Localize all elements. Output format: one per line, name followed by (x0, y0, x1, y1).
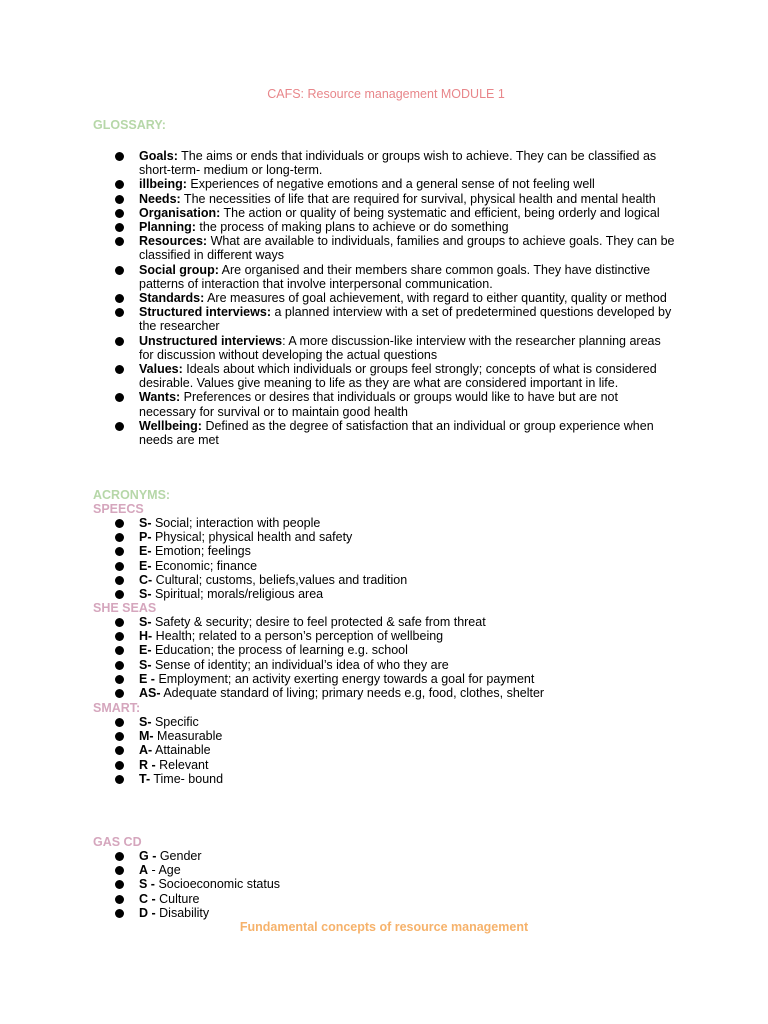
bullet-icon (115, 223, 124, 232)
sheseas-heading: SHE SEAS (93, 601, 157, 615)
bullet-icon (115, 746, 124, 755)
list-item (93, 772, 677, 786)
bullet-icon (115, 519, 124, 528)
list-item (93, 906, 677, 920)
list-item-term: illbeing: (139, 177, 187, 192)
list-item (93, 419, 677, 447)
smart-heading: SMART: (93, 701, 141, 715)
list-item-text: Economic; finance (151, 558, 258, 573)
list-item-text: Cultural; customs, beliefs,values and tradition (152, 572, 408, 587)
list-item-text: Defined as the degree of satisfaction that an individual or group experience when needs are met (139, 418, 654, 448)
list-item (93, 206, 677, 220)
list-item-text: the process of making plans to achieve or do something (195, 220, 509, 235)
list-item (93, 743, 677, 757)
list-item-text: Social; interaction with people (151, 516, 321, 530)
bullet-icon (115, 393, 124, 402)
list-item-term: R - (139, 757, 156, 772)
list-item (93, 892, 677, 906)
bullet-icon (115, 618, 124, 627)
list-item-text: Time- bound (150, 771, 224, 786)
list-item-text: Are measures of goal achievement, with regard to either quantity, quality or method (204, 291, 667, 306)
list-item-text: - Age (148, 863, 181, 878)
list-item-text: What are available to individuals, families and groups to achieve goals. They can be classified in different ways (139, 234, 675, 263)
list-item (93, 263, 677, 291)
list-item (93, 629, 677, 643)
list-item-term: Wellbeing: (139, 418, 202, 433)
bullet-icon (115, 661, 124, 670)
list-item-term: Wants: (139, 390, 181, 405)
list-item (93, 177, 677, 191)
list-item-term: Values: (139, 362, 183, 377)
list-item (93, 192, 677, 206)
list-item-text: Ideals about which individuals or groups feel strongly; concepts of what is considered desirable. Values give meaning to life as they are what are considered important in life. (139, 362, 657, 391)
list-item-term: S- (139, 587, 152, 602)
bullet-icon (115, 732, 124, 741)
list-item-text: Are organised and their members share common goals. They have distinctive patterns of interaction that involve interpersonal communication. (139, 262, 651, 291)
list-item-text: Adequate standard of living; primary needs e.g, food, clothes, shelter (160, 686, 545, 701)
bullet-icon (115, 852, 124, 861)
list-item-term: H- (139, 629, 153, 644)
list-item (93, 334, 677, 362)
list-item-term: Planning: (139, 220, 196, 235)
bullet-icon (115, 308, 124, 317)
sheseas-list (93, 615, 677, 700)
list-item-term: A (139, 863, 149, 878)
bullet-icon (115, 337, 124, 346)
list-item-term: M- (139, 729, 154, 744)
smart-list (93, 715, 677, 786)
list-item-term: S- (139, 657, 152, 672)
bullet-icon (115, 547, 124, 556)
speecs-list (93, 516, 677, 601)
glossary-list (93, 149, 677, 447)
list-item-term: Organisation: (139, 205, 221, 220)
list-item (93, 149, 677, 177)
bullet-icon (115, 209, 124, 218)
bullet-icon (115, 775, 124, 784)
list-item-text: The necessities of life that are required for survival, physical health and mental health (180, 191, 656, 206)
list-item (93, 643, 677, 657)
list-item (93, 291, 677, 305)
bullet-icon (115, 718, 124, 727)
section-heading-fundamental-concepts: Fundamental concepts of resource management (239, 920, 529, 934)
list-item-text: Safety & security; desire to feel protected & safe from threat (151, 615, 486, 629)
bullet-icon (115, 533, 124, 542)
list-item-text: Emotion; feelings (151, 544, 251, 559)
list-item-text: Sense of identity; an individual’s idea of who they are (151, 657, 449, 672)
bullet-icon (115, 880, 124, 889)
bullet-icon (115, 422, 124, 431)
list-item (93, 573, 677, 587)
list-item-term: S- (139, 615, 152, 629)
list-item (93, 390, 677, 418)
list-item-term: AS- (139, 686, 161, 701)
bullet-icon (115, 866, 124, 875)
list-item-term: A- (139, 743, 153, 758)
list-item-term: C- (139, 572, 153, 587)
list-item-term: D - (139, 905, 156, 920)
list-item (93, 516, 677, 530)
bullet-icon (115, 562, 124, 571)
list-item (93, 729, 677, 743)
list-item (93, 658, 677, 672)
list-item-term: S- (139, 715, 152, 729)
bullet-icon (115, 895, 124, 904)
list-item-text: Socioeconomic status (154, 877, 281, 892)
list-item-term: Needs: (139, 191, 181, 206)
list-item (93, 849, 677, 863)
list-item-term: Structured interviews: (139, 305, 271, 320)
gascd-heading: GAS CD (93, 835, 142, 849)
list-item (93, 686, 677, 700)
list-item-text: Relevant (155, 757, 209, 772)
list-item (93, 362, 677, 390)
bullet-icon (115, 675, 124, 684)
list-item-text: Employment; an activity exerting energy towards a goal for payment (154, 671, 535, 686)
list-item-term: P- (139, 530, 152, 545)
gascd-list (93, 849, 677, 920)
list-item-term: E- (139, 643, 152, 658)
list-item-text: a planned interview with a set of predetermined questions developed by the researcher (139, 305, 672, 334)
list-item (93, 587, 677, 601)
list-item-text: The action or quality of being systematic and efficient, being orderly and logical (220, 205, 660, 220)
list-item-term: G - (139, 849, 157, 863)
bullet-icon (115, 152, 124, 161)
bullet-icon (115, 646, 124, 655)
bullet-icon (115, 590, 124, 599)
list-item-term: E- (139, 558, 152, 573)
list-item-term: Standards: (139, 291, 205, 306)
list-item (93, 559, 677, 573)
list-item-term: E - (139, 671, 155, 686)
list-item (93, 863, 677, 877)
list-item (93, 877, 677, 891)
list-item-text: Spiritual; morals/religious area (151, 587, 324, 602)
list-item-text: Attainable (152, 743, 211, 758)
list-item (93, 544, 677, 558)
bullet-icon (115, 180, 124, 189)
list-item-text: Culture (155, 891, 200, 906)
bullet-icon (115, 365, 124, 374)
list-item-term: S - (139, 877, 155, 892)
list-item-text: Specific (151, 715, 199, 729)
list-item-text: Preferences or desires that individuals or groups would like to have but are not necessary for survival or to maintain good health (139, 390, 618, 419)
list-item-term: E- (139, 544, 152, 559)
list-item-term: Goals: (139, 149, 178, 163)
list-item-text: Disability (155, 905, 210, 920)
speecs-heading: SPEECS (93, 502, 144, 516)
list-item-text: Health; related to a person’s perception of wellbeing (152, 629, 444, 644)
list-item (93, 305, 677, 333)
list-item (93, 672, 677, 686)
list-item (93, 530, 677, 544)
bullet-icon (115, 632, 124, 641)
bullet-icon (115, 237, 124, 246)
list-item (93, 220, 677, 234)
acronyms-heading: ACRONYMS: (93, 488, 171, 502)
list-item-text: The aims or ends that individuals or groups wish to achieve. They can be classified as short-term- medium or long-term. (139, 149, 657, 178)
list-item-term: Resources: (139, 234, 208, 249)
list-item-term: T- (139, 771, 151, 786)
list-item-term: Unstructured interviews (139, 333, 283, 348)
bullet-icon (115, 195, 124, 204)
bullet-icon (115, 761, 124, 770)
bullet-icon (115, 576, 124, 585)
list-item-text: Gender (156, 849, 202, 863)
list-item-text: Measurable (153, 729, 223, 744)
bullet-icon (115, 266, 124, 275)
list-item-text: Education; the process of learning e.g. school (151, 643, 408, 658)
glossary-heading: GLOSSARY: (93, 118, 166, 132)
list-item-term: C - (139, 891, 156, 906)
list-item (93, 715, 677, 729)
list-item (93, 234, 677, 262)
bullet-icon (115, 689, 124, 698)
bullet-icon (115, 909, 124, 918)
list-item-text: Experiences of negative emotions and a general sense of not feeling well (186, 177, 595, 192)
list-item-term: S- (139, 516, 152, 530)
bullet-icon (115, 294, 124, 303)
list-item (93, 758, 677, 772)
list-item-term: Social group: (139, 262, 219, 277)
list-item-text: Physical; physical health and safety (151, 530, 353, 545)
page-title: CAFS: Resource management MODULE 1 (267, 87, 505, 101)
list-item (93, 615, 677, 629)
list-item-text: : A more discussion-like interview with the researcher planning areas for discussion without developing the actual questions (139, 333, 661, 362)
